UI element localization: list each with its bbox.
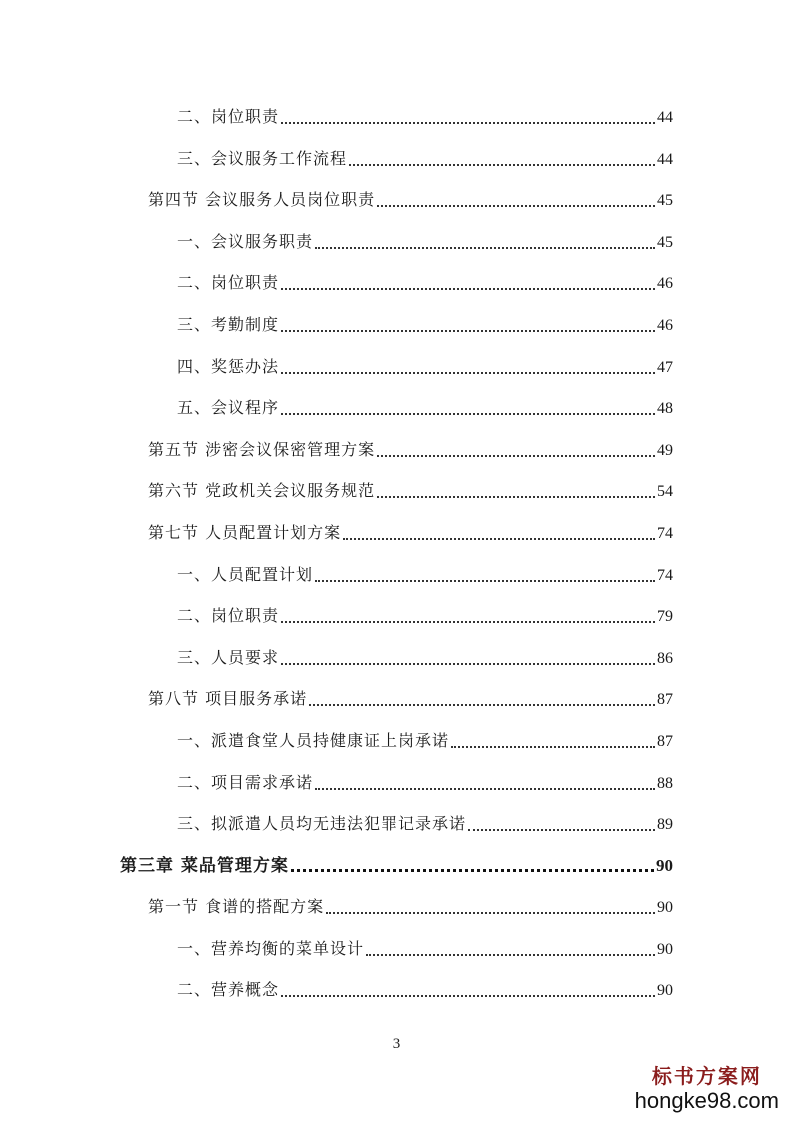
toc-entry-page: 87 xyxy=(657,691,673,709)
toc-entry-line xyxy=(148,189,673,212)
toc-entry-page: 86 xyxy=(657,649,673,667)
toc-entry-label: 一、营养均衡的菜单设计 xyxy=(177,938,365,958)
toc-entry xyxy=(0,886,793,928)
toc-entry-label: 一、派遣食堂人员持健康证上岗承诺 xyxy=(177,730,450,750)
toc-entry xyxy=(0,678,793,720)
toc-entry xyxy=(0,762,793,804)
toc-entry-page: 74 xyxy=(657,566,673,584)
toc-entry-page: 74 xyxy=(657,524,673,542)
toc-entry-page: 89 xyxy=(657,816,673,834)
toc-entry-page: 54 xyxy=(657,483,673,501)
toc-entry xyxy=(0,803,793,845)
toc-entry-page: 90 xyxy=(657,899,673,917)
toc-dot-leader xyxy=(281,288,655,290)
toc-entry-line xyxy=(177,397,673,420)
toc-dot-leader xyxy=(281,330,655,332)
toc-entry-label: 第八节 项目服务承诺 xyxy=(148,689,308,709)
toc-entry xyxy=(0,387,793,429)
toc-entry-label: 二、营养概念 xyxy=(177,980,280,1000)
toc-entry-page: 49 xyxy=(657,441,673,459)
toc-dot-leader xyxy=(377,455,655,457)
toc-entry-label: 二、岗位职责 xyxy=(177,107,280,126)
toc-entry-line xyxy=(148,522,673,545)
toc-entry xyxy=(0,179,793,221)
toc-dot-leader xyxy=(281,621,655,623)
toc-entry-page: 90 xyxy=(657,982,673,1000)
toc-entry xyxy=(0,637,793,679)
toc-entry-line xyxy=(177,314,673,337)
toc-entry-line xyxy=(177,148,673,171)
toc-dot-leader xyxy=(377,205,655,207)
toc-dot-leader xyxy=(349,164,655,166)
toc-entry-label: 一、会议服务职责 xyxy=(177,231,314,251)
page-number: 3 xyxy=(392,1036,401,1052)
toc-entry xyxy=(0,720,793,762)
toc-entry-page: 44 xyxy=(657,109,673,126)
toc-entry-line xyxy=(148,896,673,919)
watermark-brand: 标书方案网 xyxy=(651,1064,762,1088)
toc-dot-leader xyxy=(468,829,655,831)
toc-entry xyxy=(0,969,793,1011)
toc-entry xyxy=(0,221,793,263)
toc-entry-label: 二、项目需求承诺 xyxy=(177,772,314,792)
toc-dot-leader xyxy=(291,869,654,872)
toc-entry-label: 第四节 会议服务人员岗位职责 xyxy=(148,190,376,210)
toc-entry-label: 二、岗位职责 xyxy=(177,606,280,626)
toc-dot-leader xyxy=(377,496,655,498)
toc-dot-leader xyxy=(326,912,655,914)
toc-entry-label: 四、奖惩办法 xyxy=(177,356,280,376)
toc-entry-page: 46 xyxy=(657,275,673,293)
toc-entry xyxy=(0,304,793,346)
toc-entry-page: 44 xyxy=(657,150,673,168)
toc-dot-leader xyxy=(315,580,655,582)
toc-dot-leader xyxy=(451,746,655,748)
watermark-url: hongke98.com xyxy=(634,1088,779,1113)
toc-entry-page: 87 xyxy=(657,732,673,750)
toc-entry-label: 三、人员要求 xyxy=(177,647,280,667)
toc-entry xyxy=(0,262,793,304)
toc-dot-leader xyxy=(281,122,655,124)
toc-entry xyxy=(0,595,793,637)
toc-entry xyxy=(0,346,793,388)
toc-entry-line xyxy=(148,439,673,462)
toc-entry xyxy=(0,138,793,180)
toc-entry-page: 47 xyxy=(657,358,673,376)
toc-entry-line xyxy=(177,730,673,753)
toc-entry-page: 90 xyxy=(657,940,673,958)
toc-entry-label: 二、岗位职责 xyxy=(177,273,280,293)
toc-entry-label: 第六节 党政机关会议服务规范 xyxy=(148,481,376,501)
toc-entry xyxy=(0,928,793,970)
toc-entry-line xyxy=(120,855,673,877)
toc-entry-line xyxy=(177,647,673,670)
toc-entry-page: 79 xyxy=(657,608,673,626)
toc-dot-leader xyxy=(366,954,655,956)
toc-dot-leader xyxy=(281,995,655,997)
toc-entry-line xyxy=(177,813,673,836)
toc-entry-page: 45 xyxy=(657,192,673,210)
toc-entry-label: 三、考勤制度 xyxy=(177,314,280,334)
toc-entry-line xyxy=(177,772,673,795)
toc-entry-label: 一、人员配置计划 xyxy=(177,564,314,584)
toc-dot-leader xyxy=(281,372,655,374)
toc-entry-label: 第七节 人员配置计划方案 xyxy=(148,522,342,542)
toc-entry-page: 46 xyxy=(657,316,673,334)
table-of-contents xyxy=(0,96,793,1011)
toc-entry-label: 第五节 涉密会议保密管理方案 xyxy=(148,439,376,459)
toc-entry-page: 88 xyxy=(657,774,673,792)
toc-entry xyxy=(0,845,793,887)
toc-entry-page: 90 xyxy=(656,855,673,875)
toc-entry-line xyxy=(177,605,673,628)
toc-entry xyxy=(0,470,793,512)
toc-entry-line xyxy=(177,106,673,129)
toc-entry-label: 第三章 菜品管理方案 xyxy=(120,855,289,876)
toc-entry xyxy=(0,512,793,554)
toc-entry-line xyxy=(177,272,673,295)
toc-entry-page: 48 xyxy=(657,400,673,418)
toc-entry xyxy=(0,554,793,596)
toc-entry-line xyxy=(148,480,673,503)
toc-entry xyxy=(0,429,793,471)
toc-entry-page: 45 xyxy=(657,233,673,251)
toc-entry-line xyxy=(177,979,673,1002)
toc-entry-label: 第一节 食谱的搭配方案 xyxy=(148,897,325,917)
toc-entry-label: 五、会议程序 xyxy=(177,398,280,418)
toc-entry-line xyxy=(148,688,673,711)
toc-dot-leader xyxy=(315,788,655,790)
toc-dot-leader xyxy=(281,413,655,415)
toc-dot-leader xyxy=(309,704,655,706)
toc-entry-line xyxy=(177,564,673,587)
toc-entry-label: 三、会议服务工作流程 xyxy=(177,148,348,168)
watermark-logo xyxy=(635,1064,779,1114)
toc-entry-line xyxy=(177,938,673,961)
toc-entry-line xyxy=(177,356,673,379)
toc-dot-leader xyxy=(343,538,655,540)
toc-entry xyxy=(0,96,793,138)
toc-entry-label: 三、拟派遣人员均无违法犯罪记录承诺 xyxy=(177,814,467,834)
toc-dot-leader xyxy=(315,247,655,249)
toc-dot-leader xyxy=(281,663,655,665)
toc-entry-line xyxy=(177,231,673,254)
